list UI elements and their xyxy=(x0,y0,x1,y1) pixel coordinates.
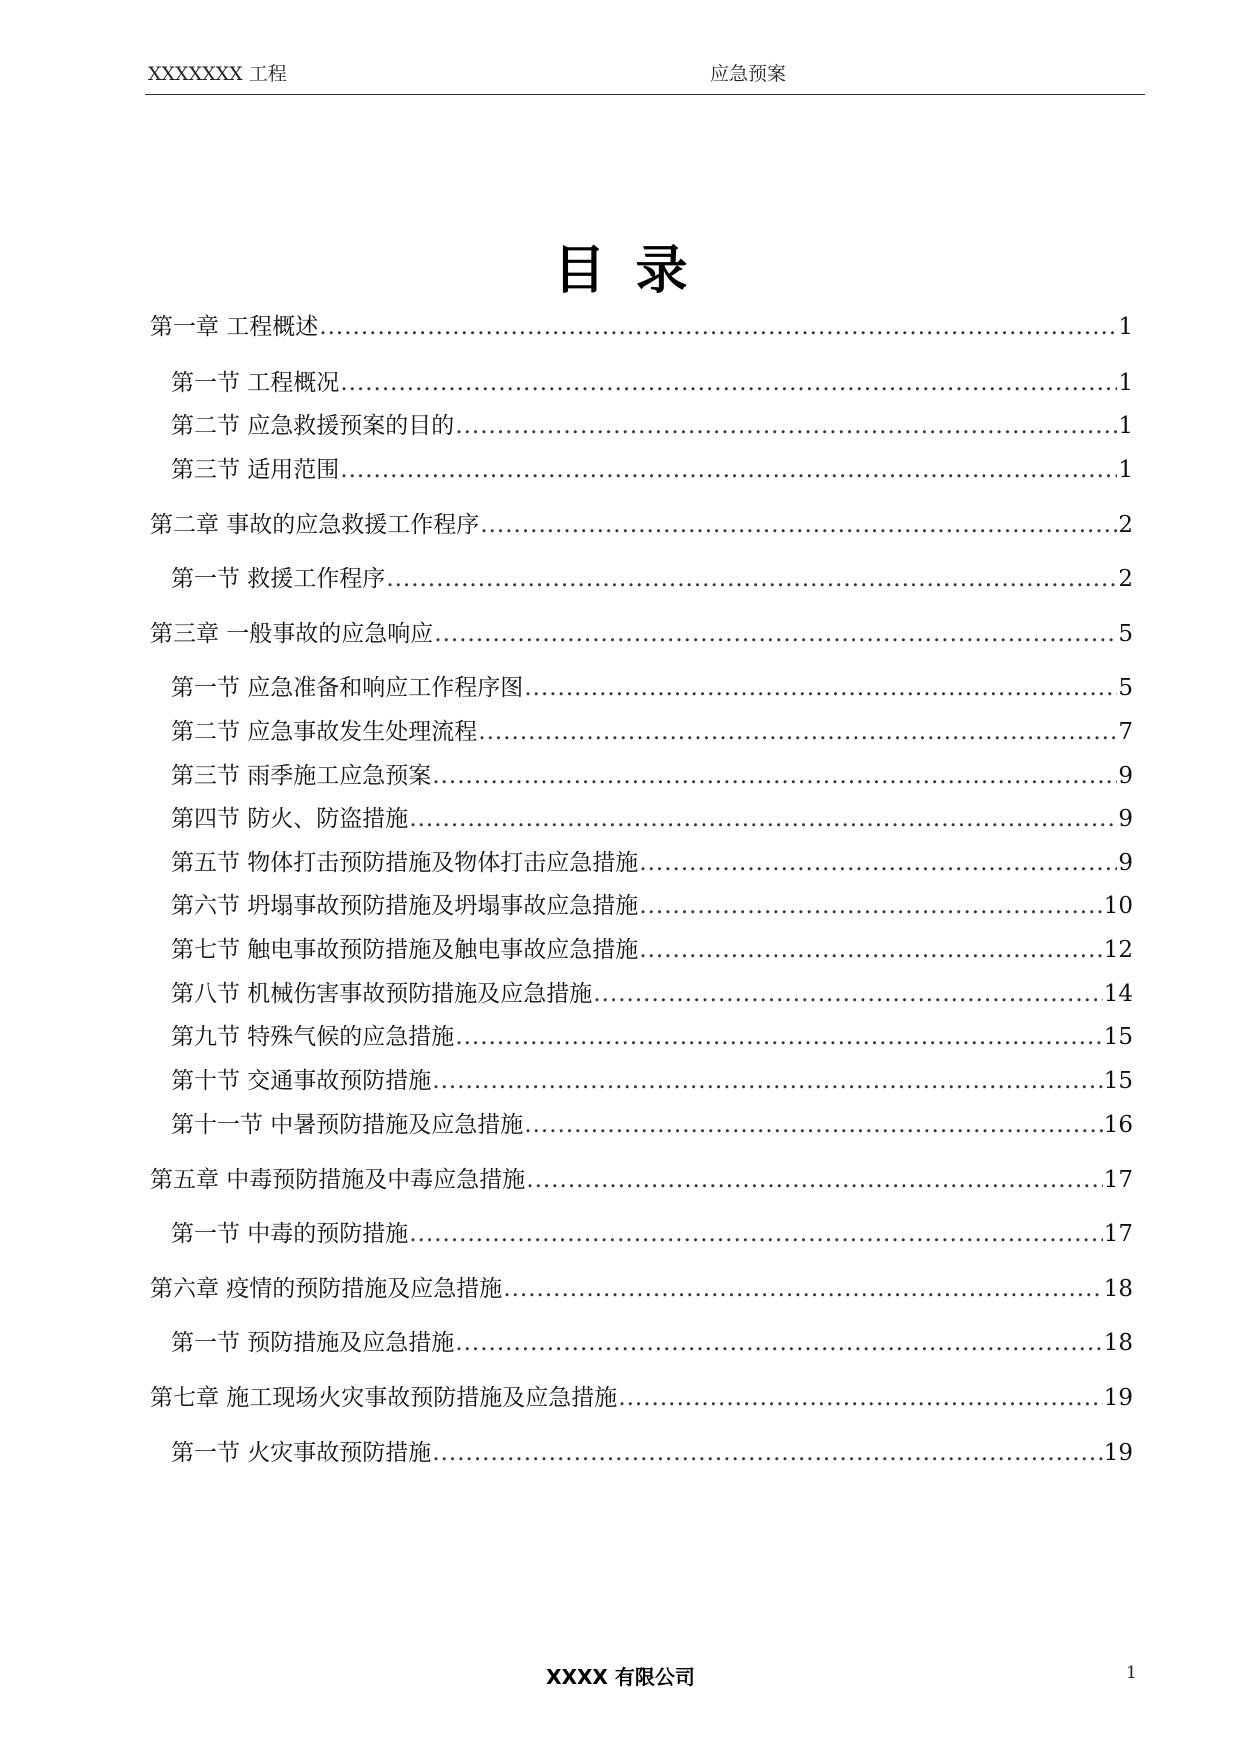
toc-entry-page-number: 9 xyxy=(1118,763,1133,789)
toc-dot-leader xyxy=(386,564,1117,594)
toc-entry-title: 第二章 事故的应急救援工作程序 xyxy=(150,512,480,538)
toc-entry-page-number: 12 xyxy=(1103,937,1133,963)
toc-section-entry[interactable] xyxy=(171,411,1133,441)
toc-dot-leader xyxy=(593,979,1102,1009)
toc-entry-page-number: 2 xyxy=(1118,512,1133,538)
toc-dot-leader xyxy=(455,1328,1102,1358)
toc-section-entry[interactable] xyxy=(171,1066,1133,1096)
toc-section-entry[interactable] xyxy=(171,935,1133,965)
toc-entry-title: 第一节 工程概况 xyxy=(171,370,340,396)
toc-entry-page-number: 15 xyxy=(1103,1024,1133,1050)
toc-entry-page-number: 14 xyxy=(1103,981,1133,1007)
toc-chapter-entry[interactable] xyxy=(150,619,1133,649)
toc-chapter-entry[interactable] xyxy=(150,1274,1133,1304)
toc-entry-page-number: 5 xyxy=(1118,621,1133,647)
toc-section-entry[interactable] xyxy=(171,804,1133,834)
toc-entry-page-number: 2 xyxy=(1118,566,1133,592)
toc-entry-page-number: 5 xyxy=(1118,675,1133,701)
toc-dot-leader xyxy=(526,1165,1102,1195)
toc-entry-page-number: 10 xyxy=(1103,893,1133,919)
toc-dot-leader xyxy=(478,717,1117,747)
toc-dot-leader xyxy=(524,1110,1102,1140)
toc-entry-title: 第九节 特殊气候的应急措施 xyxy=(171,1024,455,1050)
toc-entry-page-number: 1 xyxy=(1118,370,1133,396)
toc-entry-page-number: 17 xyxy=(1103,1167,1133,1193)
toc-entry-title: 第十节 交通事故预防措施 xyxy=(171,1068,432,1094)
toc-dot-leader xyxy=(455,1022,1102,1052)
toc-entry-page-number: 15 xyxy=(1103,1068,1133,1094)
header-project-name: XXXXXXX 工程 xyxy=(148,63,287,85)
toc-chapter-entry[interactable] xyxy=(150,312,1133,342)
toc-dot-leader xyxy=(340,455,1117,485)
toc-dot-leader xyxy=(503,1274,1102,1304)
toc-dot-leader xyxy=(639,891,1102,921)
toc-chapter-entry[interactable] xyxy=(150,1383,1133,1413)
toc-section-entry[interactable] xyxy=(171,455,1133,485)
toc-entry-page-number: 9 xyxy=(1118,806,1133,832)
toc-entry-title: 第五节 物体打击预防措施及物体打击应急措施 xyxy=(171,850,639,876)
toc-dot-leader xyxy=(340,368,1117,398)
toc-entry-page-number: 17 xyxy=(1103,1221,1133,1247)
toc-entry-title: 第三章 一般事故的应急响应 xyxy=(150,621,434,647)
toc-dot-leader xyxy=(480,510,1117,540)
toc-entry-page-number: 7 xyxy=(1118,719,1133,745)
page-header xyxy=(145,56,1145,95)
toc-dot-leader xyxy=(432,761,1117,791)
toc-dot-leader xyxy=(639,848,1117,878)
toc-section-entry[interactable] xyxy=(171,979,1133,1009)
toc-chapter-entry[interactable] xyxy=(150,510,1133,540)
toc-dot-leader xyxy=(432,1438,1102,1468)
toc-section-entry[interactable] xyxy=(171,1219,1133,1249)
toc-dot-leader xyxy=(409,1219,1102,1249)
toc-entry-page-number: 1 xyxy=(1118,314,1133,340)
footer-company-name: XXXX 有限公司 xyxy=(546,1665,695,1689)
toc-entry-title: 第一节 应急准备和响应工作程序图 xyxy=(171,675,524,701)
toc-entry-title: 第二节 应急救援预案的目的 xyxy=(171,413,455,439)
toc-entry-title: 第四节 防火、防盗措施 xyxy=(171,806,409,832)
toc-entry-title: 第六节 坍塌事故预防措施及坍塌事故应急措施 xyxy=(171,893,639,919)
toc-dot-leader xyxy=(319,312,1117,342)
toc-section-entry[interactable] xyxy=(171,673,1133,703)
toc-dot-leader xyxy=(455,411,1117,441)
toc-section-entry[interactable] xyxy=(171,761,1133,791)
toc-dot-leader xyxy=(618,1383,1102,1413)
toc-dot-leader xyxy=(432,1066,1102,1096)
footer-page-number: 1 xyxy=(1126,1663,1137,1683)
toc-entry-title: 第一节 救援工作程序 xyxy=(171,566,386,592)
toc-entry-title: 第六章 疫情的预防措施及应急措施 xyxy=(150,1276,503,1302)
toc-entry-title: 第五章 中毒预防措施及中毒应急措施 xyxy=(150,1167,526,1193)
toc-section-entry[interactable] xyxy=(171,1438,1133,1468)
toc-section-entry[interactable] xyxy=(171,848,1133,878)
toc-section-entry[interactable] xyxy=(171,1110,1133,1140)
toc-entry-page-number: 19 xyxy=(1103,1440,1133,1466)
toc-section-entry[interactable] xyxy=(171,1328,1133,1358)
toc-title: 目录 xyxy=(553,241,718,301)
toc-section-entry[interactable] xyxy=(171,564,1133,594)
toc-section-entry[interactable] xyxy=(171,1022,1133,1052)
toc-entry-title: 第十一节 中暑预防措施及应急措施 xyxy=(171,1112,524,1138)
toc-dot-leader xyxy=(434,619,1117,649)
toc-entry-title: 第一节 预防措施及应急措施 xyxy=(171,1330,455,1356)
toc-entry-title: 第一节 火灾事故预防措施 xyxy=(171,1440,432,1466)
toc-entry-title: 第七章 施工现场火灾事故预防措施及应急措施 xyxy=(150,1385,618,1411)
toc-entry-page-number: 18 xyxy=(1103,1330,1133,1356)
toc-dot-leader xyxy=(639,935,1102,965)
toc-entry-page-number: 1 xyxy=(1118,457,1133,483)
toc-entry-page-number: 19 xyxy=(1103,1385,1133,1411)
toc-section-entry[interactable] xyxy=(171,368,1133,398)
toc-entry-title: 第八节 机械伤害事故预防措施及应急措施 xyxy=(171,981,593,1007)
toc-section-entry[interactable] xyxy=(171,891,1133,921)
toc-entry-title: 第一章 工程概述 xyxy=(150,314,319,340)
toc-entry-page-number: 1 xyxy=(1118,413,1133,439)
toc-section-entry[interactable] xyxy=(171,717,1133,747)
toc-entry-page-number: 9 xyxy=(1118,850,1133,876)
header-document-type: 应急预案 xyxy=(710,63,787,85)
toc-dot-leader xyxy=(524,673,1117,703)
toc-entry-title: 第二节 应急事故发生处理流程 xyxy=(171,719,478,745)
toc-chapter-entry[interactable] xyxy=(150,1165,1133,1195)
toc-entry-title: 第三节 适用范围 xyxy=(171,457,340,483)
toc-entry-page-number: 18 xyxy=(1103,1276,1133,1302)
toc-entry-title: 第三节 雨季施工应急预案 xyxy=(171,763,432,789)
toc-entry-title: 第一节 中毒的预防措施 xyxy=(171,1221,409,1247)
toc-entry-page-number: 16 xyxy=(1103,1112,1133,1138)
toc-dot-leader xyxy=(409,804,1117,834)
toc-entry-title: 第七节 触电事故预防措施及触电事故应急措施 xyxy=(171,937,639,963)
